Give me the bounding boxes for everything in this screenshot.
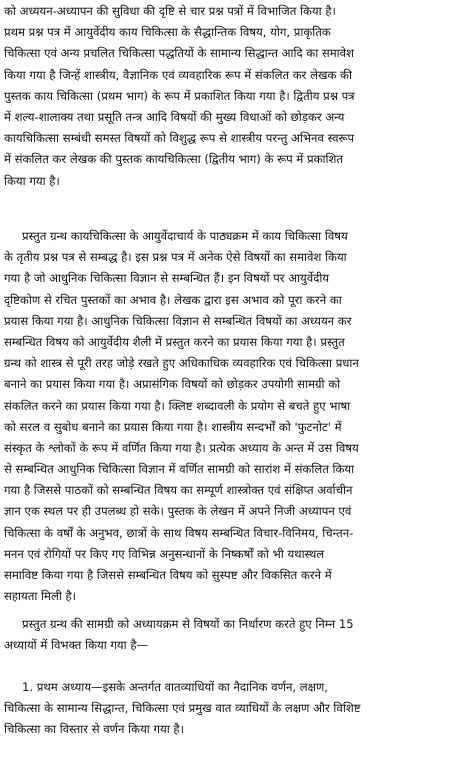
text-line: गया है जिससे पाठकों को सम्बन्धित विषय का सम्पूर्ण शास्त्रोक्त एवं संक्षिप्त अर्वाचीन: [4, 483, 353, 498]
text-line: 1. प्रथम अध्याय—इसके अन्तर्गत वातव्याधियों का नैदानिक वर्णन, लक्षण,: [22, 680, 328, 694]
text-line: से सम्बन्धित आधुनिक चिकित्सा विज्ञान में वर्णित सामग्री को सारांश में संकलित किया: [4, 462, 355, 477]
text-line: अध्यायों में विभक्त किया गया है—: [4, 638, 149, 653]
text-line: संस्कृत के श्लोकों के रूप में वर्णित किया गया है। प्रत्येक अध्याय के अन्त में उस विषय: [4, 440, 359, 455]
text-line: को अध्ययन-अध्यापन की सुविधा की दृष्टि से चार प्रश्न पत्रों में विभाजित किया है।: [4, 4, 336, 18]
text-line: गया है जो आधुनिक चिकित्सा विज्ञान से सम्बन्धित हैं। इन विषयों पर आयुर्वेदीय: [4, 271, 330, 286]
text-line: ग्रन्थ को शास्त्र से पूरी तरह जोड़े रखते हुए अधिकाधिक व्यवहारिक एवं चिकित्सा प्रधान: [4, 356, 359, 371]
text-line: को सरल व सुबोध बनाने का प्रयास किया गया है। शास्त्रीय सन्दर्भों को 'फुटनोट' में: [4, 419, 342, 434]
text-line: समाविष्ट किया गया है जिससे सम्बन्धित विषय को सुस्पष्ट और विकसित करने में: [4, 568, 332, 582]
text-line: बनाने का प्रयास किया गया है। अप्रासंगिक विषयों को छोड़कर उपयोगी सामग्री को: [4, 377, 341, 392]
text-line: दृष्टिकोण से रचित पुस्तकों का अभाव है। लेखक द्वारा इस अभाव को पूरा करने का: [4, 292, 342, 307]
text-line: संकलित करने का प्रयास किया गया है। क्लिष्ट शब्दावली के प्रयोग से बचते हुए भाषा: [4, 398, 351, 413]
text-line: चिकित्सा के वर्षों के अनुभव, छात्रों के साथ विषय सम्बन्धित विचार-विनिमय, चिन्तन-: [4, 525, 354, 540]
text-line: ज्ञान एक स्थल पर ही उपलब्ध हो सके। पुस्तक के लेखन में अपने निजी अध्यापन एवं: [4, 504, 352, 519]
text-line: प्रथम प्रश्न पत्र में आयुर्वेदीय काय चिकित्सा के सैद्धान्तिक विषय, योग, प्राकृतिक: [4, 25, 331, 40]
text-line: सहायता मिली है।: [4, 589, 77, 604]
text-line: प्रयास किया गया है। आधुनिक चिकित्सा विज्ञान से सम्बन्धित विषयों का अध्ययन कर: [4, 313, 352, 328]
text-line: किया गया है जिन्हें शास्त्रीय, वैज्ञानिक एवं व्यवहारिक रूप में संकलित कर लेखक की: [4, 67, 352, 82]
text-line: सम्बन्धित विषय को आयुर्वेदीय शैली में प्रस्तुत करने का प्रयास किया गया है। प्रस्तुत: [4, 334, 345, 349]
text-line: चिकित्सा के सामान्य सिद्धान्त, चिकित्सा एवं प्रमुख वात व्याधियों के लक्षण और विशिष्ट: [4, 701, 361, 716]
text-line: प्रस्तुत ग्रन्थ की सामग्री को अध्यायक्रम से विषयों का निर्धारण करते हुए निम्न 15: [22, 617, 354, 631]
text-line: के तृतीय प्रश्न पत्र से सम्बद्ध है। इस प्रश्न पत्र में अनेक ऐसे विषयों का समावेश किया: [4, 250, 347, 265]
text-line: में शल्य-शालाक्य तथा प्रसूति तन्त्र आदि विषयों की मुख्य विधाओं को छोड़कर अन्य: [4, 109, 345, 124]
text-line: चिकित्सा का विस्तार से वर्णन किया गया है।: [4, 722, 184, 737]
text-line: कायचिकित्सा सम्बंधी समस्त विषयों को विशुद्ध रूप से शास्त्रीय परन्तु अभिनव स्वरूप: [4, 131, 355, 146]
text-line: किया गया है।: [4, 173, 60, 188]
text-line: पुस्तक काय चिकित्सा (प्रथम भाग) के रूप में प्रकाशित किया गया है। द्वितीय प्रश्न पत्र: [4, 88, 355, 103]
paragraph-chapter-intro: [0, 614, 460, 656]
text-line: प्रस्तुत ग्रन्थ कायचिकित्सा के आयुर्वेदाचार्य के पाठ्यक्रम में काय चिकित्सा विषय: [22, 229, 348, 243]
paragraph-present-text: [0, 226, 460, 607]
text-line: मनन एवं रोगियों पर किए गए विभिन्न अनुसन्धानों के निष्कर्षों को भी यथास्थल: [4, 546, 325, 561]
text-line: में संकलित कर लेखक की पुस्तक कायचिकित्सा (द्वितीय भाग) के रूप में प्रकाशित: [4, 152, 343, 167]
paragraph-continuation: [0, 1, 460, 192]
paragraph-chapter-1: [0, 677, 460, 741]
text-line: चिकित्सा एवं अन्य प्रचलित चिकित्सा पद्धतियों के सामान्य सिद्धान्त आदि का समावेश: [4, 46, 354, 61]
